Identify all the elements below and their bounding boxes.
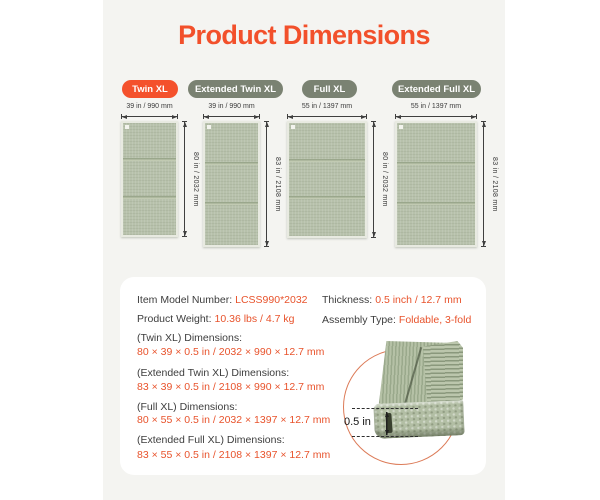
- width-arrow: [395, 114, 477, 119]
- height-dimension-label: 80 in / 2032 mm: [192, 151, 199, 207]
- mat-full-xl: [287, 121, 367, 238]
- assembly-value: Foldable, 3-fold: [398, 314, 472, 326]
- mat-extended-full-xl: [395, 121, 477, 247]
- height-dimension-label: 80 in / 2032 mm: [381, 152, 388, 207]
- thickness-dash-top: [352, 408, 418, 409]
- size-tab-extended-twin-xl[interactable]: Extended Twin XL: [188, 80, 283, 98]
- width-dimension-label: 39 in / 990 mm: [208, 103, 255, 110]
- page-title: Product Dimensions: [178, 20, 430, 50]
- mat-twin-xl: [121, 121, 178, 237]
- model-number-row: [137, 293, 308, 307]
- fold-line: [205, 162, 258, 165]
- width-dimension-label: 39 in / 990 mm: [126, 103, 173, 110]
- dimensions-value: 80 × 39 × 0.5 in / 2032 × 990 × 12.7 mm: [137, 346, 325, 358]
- width-dimension-label: 55 in / 1397 mm: [410, 103, 462, 110]
- thickness-dash-bottom: [352, 436, 418, 437]
- thickness-value: 0.5 inch / 12.7 mm: [375, 294, 462, 306]
- mat-corner-tag: [207, 125, 211, 129]
- thickness-label: Thickness:: [322, 294, 373, 306]
- model-number-value: LCSS990*2032: [235, 294, 308, 306]
- mat-corner-tag: [291, 125, 295, 129]
- fold-line: [397, 202, 475, 205]
- fold-line: [289, 159, 365, 162]
- width-arrow: [287, 114, 367, 119]
- dimensions-label: (Extended Full XL) Dimensions:: [137, 434, 285, 446]
- weight-label: Product Weight:: [137, 313, 212, 325]
- fold-line: [397, 162, 475, 165]
- mat-corner-tag: [399, 125, 403, 129]
- mat-extended-twin-xl: [203, 121, 260, 247]
- weight-row: [137, 312, 295, 326]
- fold-line: [123, 196, 176, 199]
- thickness-row: [322, 293, 462, 307]
- model-number-label: Item Model Number:: [137, 294, 233, 306]
- fold-line: [205, 202, 258, 205]
- width-arrow: [121, 114, 178, 119]
- width-dimension-label: 55 in / 1397 mm: [301, 103, 353, 110]
- weight-value: 10.36 lbs / 4.7 kg: [214, 313, 295, 325]
- size-tab-extended-full-xl[interactable]: Extended Full XL: [392, 80, 481, 98]
- thickness-callout-label: 0.5 in: [344, 416, 371, 428]
- dimensions-value: 80 × 55 × 0.5 in / 2032 × 1397 × 12.7 mm: [137, 414, 331, 426]
- height-dimension-label: 83 in / 2108 mm: [491, 156, 498, 212]
- dimensions-label: (Extended Twin XL) Dimensions:: [137, 367, 290, 379]
- thickness-arrow: [384, 412, 389, 435]
- width-arrow: [203, 114, 260, 119]
- dimensions-label: (Full XL) Dimensions:: [137, 401, 238, 413]
- mat-corner-tag: [125, 125, 129, 129]
- mat-corner-photo-border: [423, 341, 463, 409]
- dimensions-label: (Twin XL) Dimensions:: [137, 332, 243, 344]
- dimensions-value: 83 × 55 × 0.5 in / 2108 × 1397 × 12.7 mm: [137, 449, 331, 461]
- size-tab-twin-xl[interactable]: Twin XL: [122, 80, 178, 98]
- assembly-row: [322, 313, 471, 327]
- dimensions-value: 83 × 39 × 0.5 in / 2108 × 990 × 12.7 mm: [137, 381, 325, 393]
- size-tab-full-xl[interactable]: Full XL: [302, 80, 357, 98]
- fold-line: [289, 196, 365, 199]
- assembly-label: Assembly Type:: [322, 314, 396, 326]
- height-dimension-label: 83 in / 2108 mm: [274, 156, 281, 212]
- specs-card: [120, 277, 486, 475]
- fold-line: [123, 158, 176, 161]
